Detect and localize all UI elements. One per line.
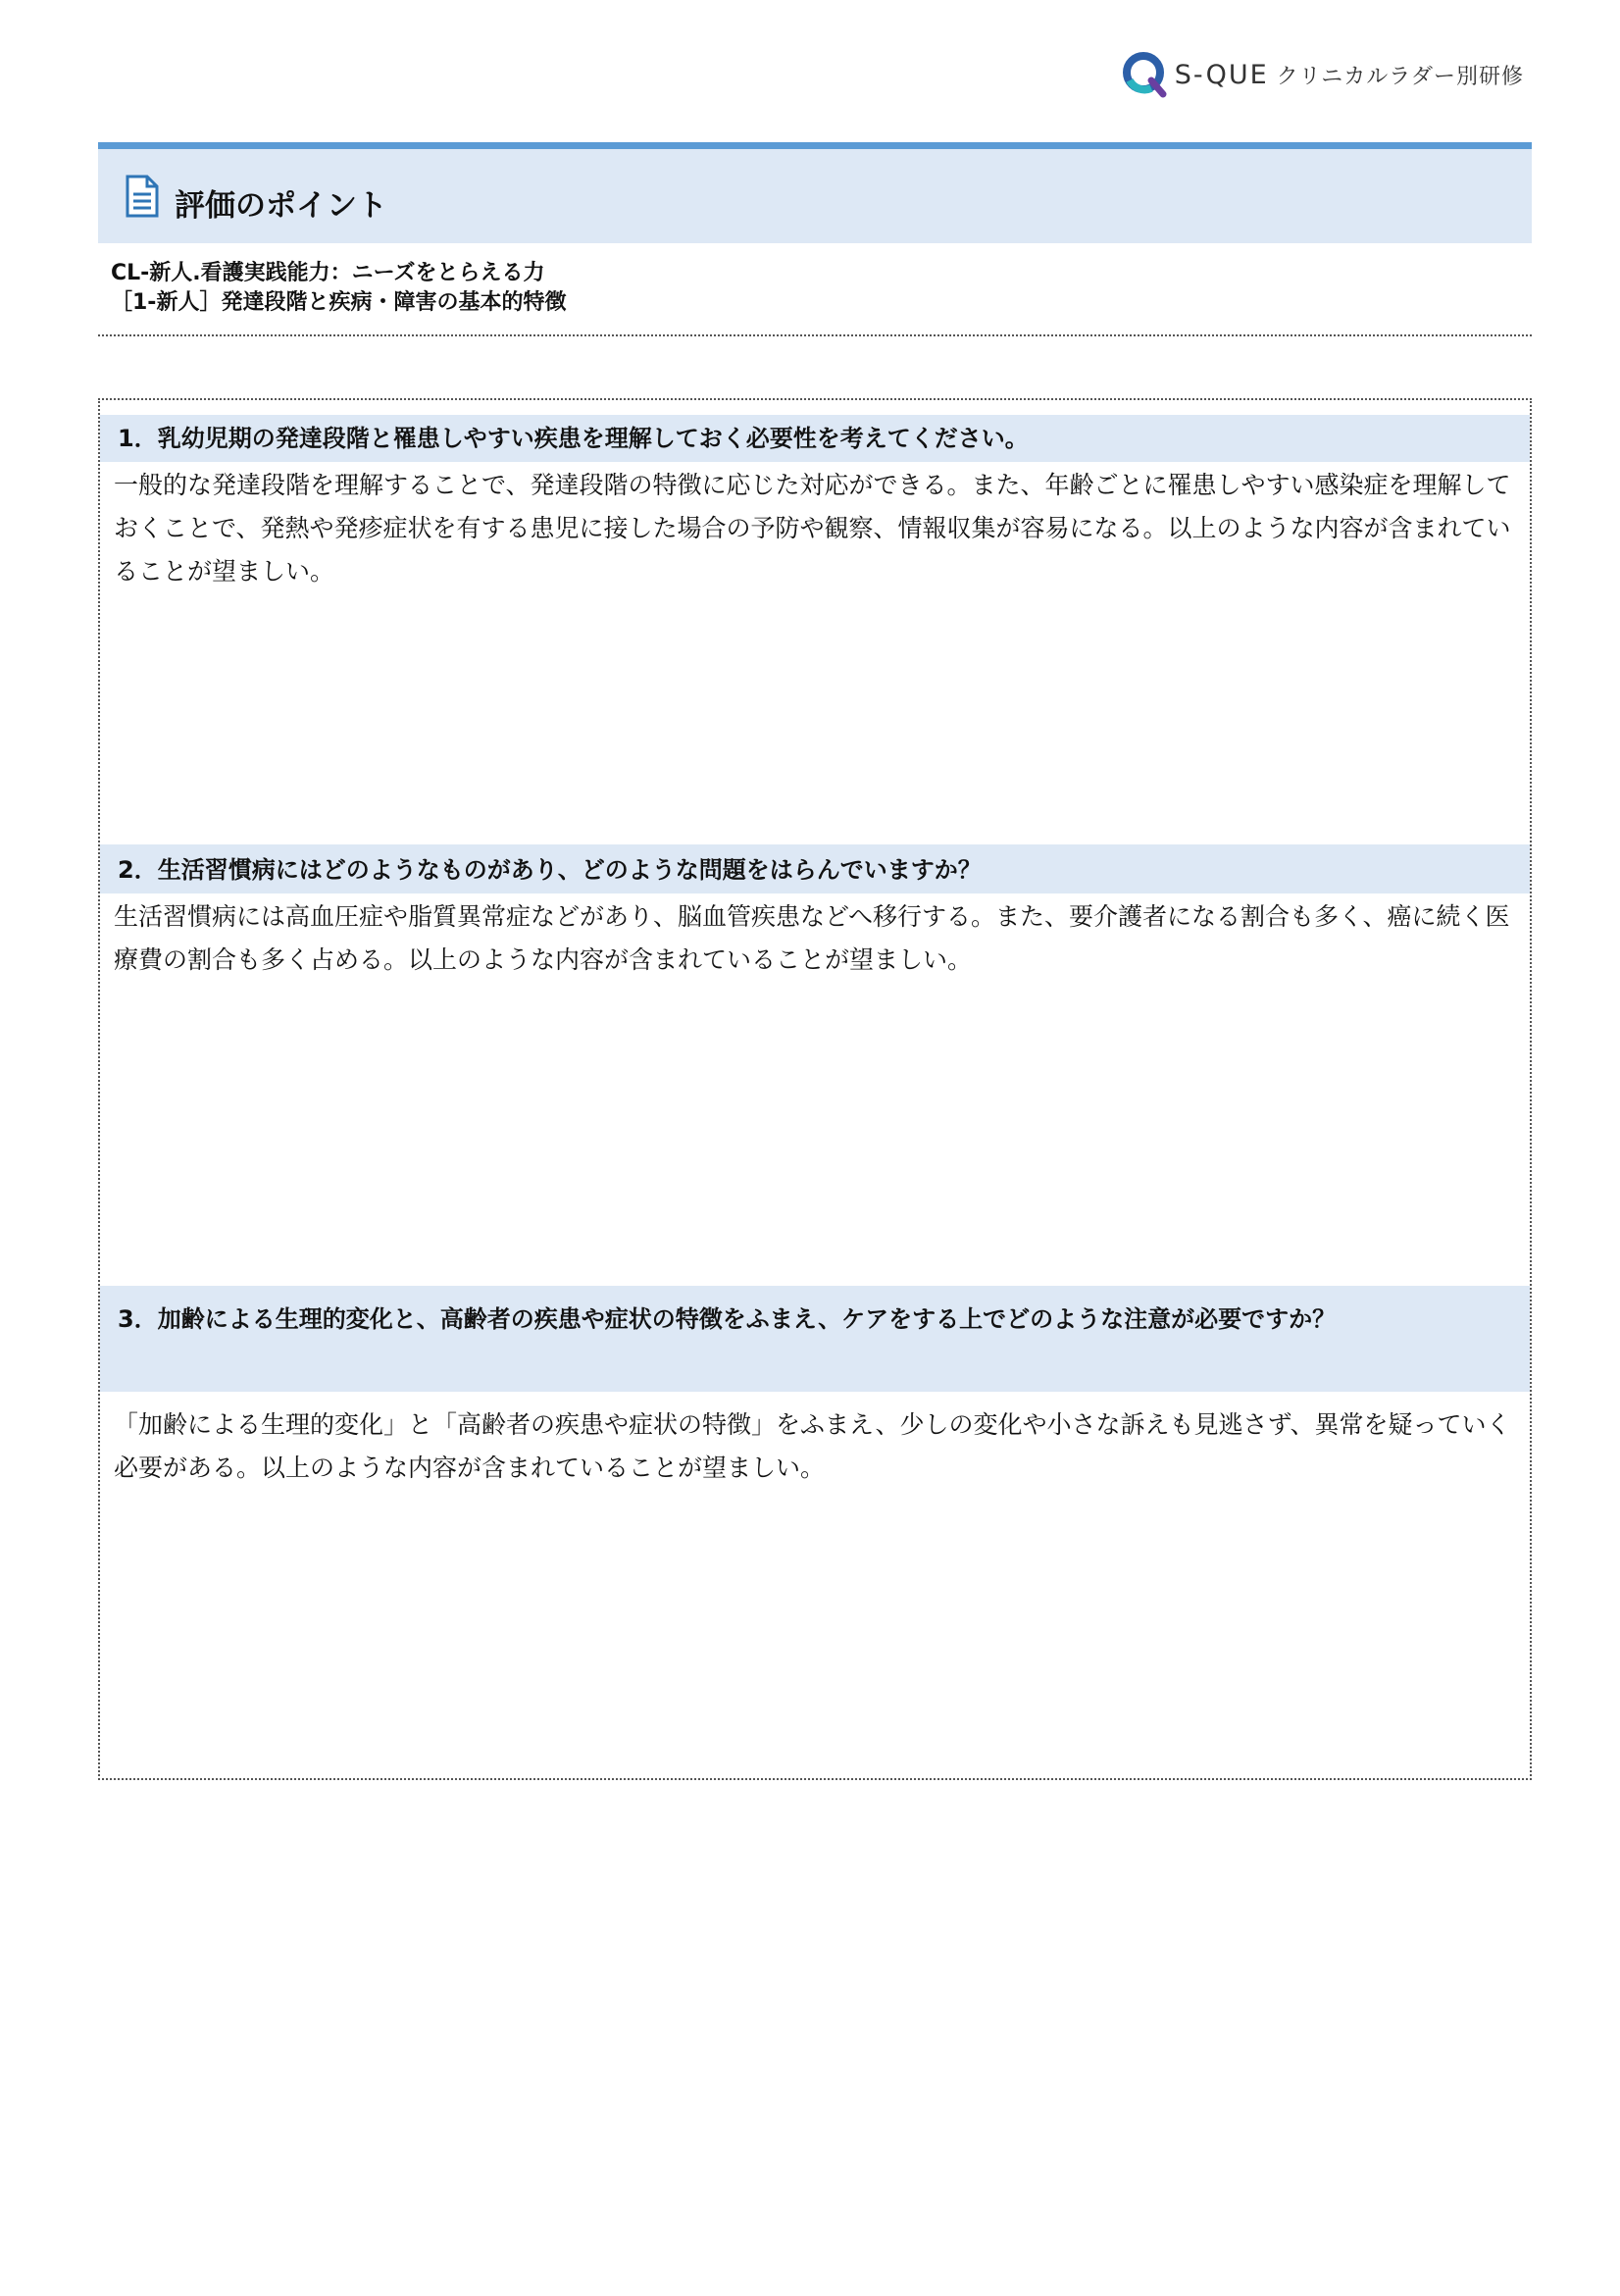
course-subtitle	[111, 259, 1523, 318]
qa-section-3	[100, 1286, 1530, 1490]
divider	[98, 334, 1532, 336]
q-logo-icon	[1122, 51, 1169, 98]
question-3: 3．加齢による生理的変化と、高齢者の疾患や症状の特徴をふまえ、ケアをする上でどのような注意が必要ですか？	[100, 1286, 1530, 1392]
page-title: 評価のポイント	[175, 188, 387, 224]
question-2: 2．生活習慣病にはどのようなものがあり、どのような問題をはらんでいますか？	[100, 844, 1530, 893]
qa-section-2	[100, 844, 1530, 982]
document-icon	[126, 175, 159, 218]
subtitle-line-2: ［1-新人］発達段階と疾病・障害の基本的特徴	[111, 290, 567, 315]
answer-1: 一般的な発達段階を理解することで、発達段階の特徴に応じた対応ができる。また、年齢ごとに罹患しやすい感染症を理解しておくことで、発熱や発疹症状を有する患児に接した場合の予防や観察、情報収集が容易になる。以上のような内容が含まれていることが望ましい。	[114, 471, 1511, 586]
brand-subtitle: クリニカルラダー別研修	[1276, 64, 1524, 89]
subtitle-line-1: CL-新人.看護実践能力：ニーズをとらえる力	[111, 261, 545, 285]
question-1: 1．乳幼児期の発達段階と罹患しやすい疾患を理解しておく必要性を考えてください。	[100, 415, 1530, 462]
answer-2: 生活習慣病には高血圧症や脂質異常症などがあり、脳血管疾患などへ移行する。また、要介護者になる割合も多く、癌に続く医療費の割合も多く占める。以上のような内容が含まれていることが望ましい。	[114, 902, 1510, 974]
header-bar	[98, 142, 1532, 243]
brand-logo	[1122, 49, 1524, 100]
qa-box	[98, 398, 1532, 1780]
answer-3: 「加齢による生理的変化」と「高齢者の疾患や症状の特徴」をふまえ、少しの変化や小さな訴えも見逃さず、異常を疑っていく必要がある。以上のような内容が含まれていることが望ましい。	[114, 1410, 1511, 1482]
qa-section-1	[100, 415, 1530, 593]
brand-name: S-QUE	[1174, 59, 1269, 90]
